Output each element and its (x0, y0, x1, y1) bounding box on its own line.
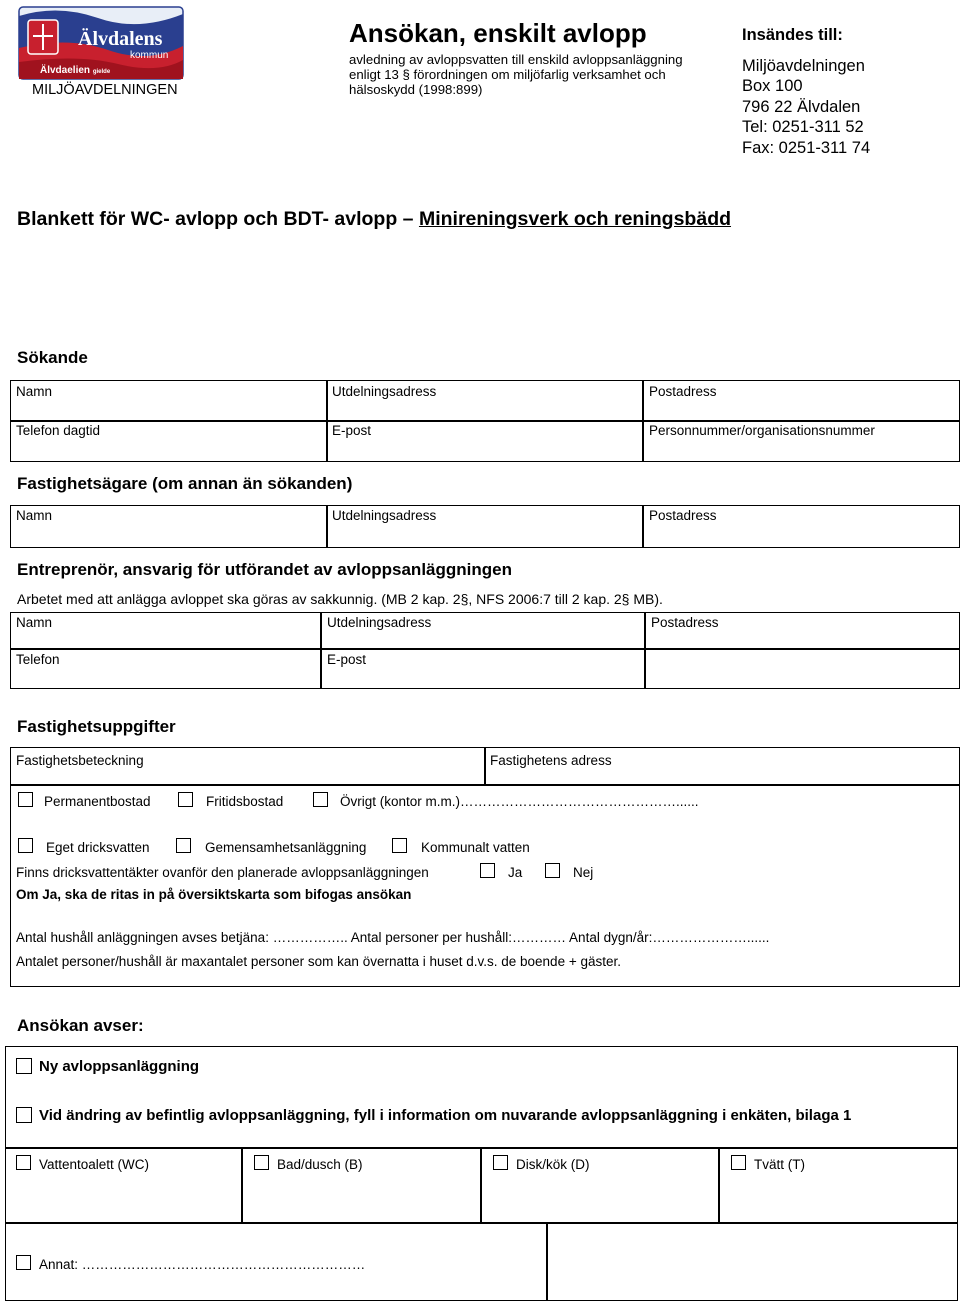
entreprenor-telefon-field[interactable]: Telefon (16, 652, 60, 667)
permanentbostad-label: Permanentbostad (44, 794, 151, 809)
sokande-namn-field[interactable]: Namn (16, 384, 53, 399)
department-label: MILJÖAVDELNINGEN (32, 82, 178, 98)
agare-utdelningsadress-field[interactable]: Utdelningsadress (332, 508, 437, 523)
page-subtitle: avledning av avloppsvatten till enskild avloppsanläggning enligt 13 § förordningen om miljöfarlig verksamhet och hälsoskydd (1998:899) (349, 52, 683, 97)
kommunalt-vatten-label: Kommunalt vatten (421, 840, 530, 855)
fastighetsbeteckning-field[interactable]: Fastighetsbeteckning (16, 753, 144, 768)
send-to-label: Insändes till: (742, 26, 843, 44)
hushall-line[interactable]: Antal hushåll anläggningen avses betjäna: …………….. Antal personer per hushåll:………… Antal dygn/år:…………………...... (16, 930, 770, 945)
annat-field[interactable]: Annat: ……………………………………………………… (39, 1257, 366, 1272)
entreprenor-note: Arbetet med att anlägga avloppet ska göras av sakkunnig. (MB 2 kap. 2§, NFS 2006:7 till 2 kap. 2§ MB). (17, 591, 663, 607)
max-personer-note: Antalet personer/hushåll är maxantalet personer som kan övernatta i huset d.v.s. de boende + gäster. (16, 954, 621, 969)
sokande-heading: Sökande (17, 348, 88, 367)
ny-anlaggning-label: Ny avloppsanläggning (39, 1058, 200, 1075)
sokande-utdelningsadress-field[interactable]: Utdelningsadress (332, 384, 437, 399)
entreprenor-postadress-field[interactable]: Postadress (651, 615, 719, 630)
ovrigt-checkbox[interactable] (313, 792, 328, 807)
agare-heading: Fastighetsägare (om annan än sökanden) (17, 474, 353, 493)
map-note: Om Ja, ska de ritas in på översiktskarta som bifogas ansökan (16, 887, 412, 902)
ny-anlaggning-checkbox[interactable] (16, 1058, 32, 1074)
tvatt-checkbox[interactable] (731, 1155, 746, 1170)
disk-kok-label: Disk/kök (D) (516, 1157, 590, 1172)
entreprenor-utdelningsadress-field[interactable]: Utdelningsadress (327, 615, 432, 630)
dricksvatten-question: Finns dricksvattentäkter ovanför den planerade avloppsanläggningen (16, 865, 429, 880)
andring-label: Vid ändring av befintlig avloppsanläggning, fyll i information om nuvarande avloppsanläggning i enkäten, bilaga 1 (39, 1107, 852, 1124)
logo-sub: kommun (130, 50, 169, 61)
nej-checkbox[interactable] (545, 863, 560, 878)
ovrigt-label: Övrigt (kontor m.m.)…………………………………………...... (340, 794, 699, 809)
eget-dricksvatten-label: Eget dricksvatten (46, 840, 150, 855)
vattentoalett-label: Vattentoalett (WC) (39, 1157, 150, 1172)
tvatt-label: Tvätt (T) (754, 1157, 805, 1172)
bad-dusch-checkbox[interactable] (254, 1155, 269, 1170)
kommunalt-vatten-checkbox[interactable] (392, 838, 407, 853)
permanentbostad-checkbox[interactable] (18, 792, 33, 807)
eget-dricksvatten-checkbox[interactable] (18, 838, 33, 853)
gemensamhetsanlaggning-label: Gemensamhetsanläggning (205, 840, 367, 855)
entreprenor-heading: Entreprenör, ansvarig för utförandet av avloppsanläggningen (17, 560, 512, 579)
gemensamhetsanlaggning-checkbox[interactable] (176, 838, 191, 853)
entreprenor-namn-field[interactable]: Namn (16, 615, 53, 630)
fastighetens-adress-field[interactable]: Fastighetens adress (490, 753, 612, 768)
entreprenor-table (10, 612, 960, 689)
bad-dusch-label: Bad/dusch (B) (277, 1157, 363, 1172)
agare-namn-field[interactable]: Namn (16, 508, 53, 523)
send-to-address: Miljöavdelningen Box 100 796 22 Älvdalen Tel: 0251-311 52 Fax: 0251-311 74 (742, 57, 871, 157)
disk-kok-checkbox[interactable] (493, 1155, 508, 1170)
sokande-postadress-field[interactable]: Postadress (649, 384, 717, 399)
agare-table (10, 505, 960, 548)
form-title: Blankett för WC- avlopp och BDT- avlopp – Minireningsverk och reningsbädd (17, 208, 732, 230)
entreprenor-epost-field[interactable]: E-post (327, 652, 367, 667)
municipality-logo (18, 6, 184, 80)
sokande-personnummer-field[interactable]: Personnummer/organisationsnummer (649, 423, 875, 438)
ja-label: Ja (508, 865, 523, 880)
fritidsbostad-checkbox[interactable] (178, 792, 193, 807)
andring-checkbox[interactable] (16, 1107, 32, 1123)
fritidsbostad-label: Fritidsbostad (206, 794, 284, 809)
logo-tagline: Älvdaelien gielde (40, 65, 111, 76)
vattentoalett-checkbox[interactable] (16, 1155, 31, 1170)
fastighet-heading: Fastighetsuppgifter (17, 717, 176, 736)
ja-checkbox[interactable] (480, 863, 495, 878)
page-title: Ansökan, enskilt avlopp (349, 18, 647, 48)
sokande-epost-field[interactable]: E-post (332, 423, 372, 438)
annat-checkbox[interactable] (16, 1255, 31, 1270)
agare-postadress-field[interactable]: Postadress (649, 508, 717, 523)
ansokan-heading: Ansökan avser: (17, 1016, 144, 1035)
nej-label: Nej (573, 865, 594, 880)
logo-name: Älvdalens (78, 28, 163, 50)
sokande-telefon-field[interactable]: Telefon dagtid (16, 423, 101, 438)
